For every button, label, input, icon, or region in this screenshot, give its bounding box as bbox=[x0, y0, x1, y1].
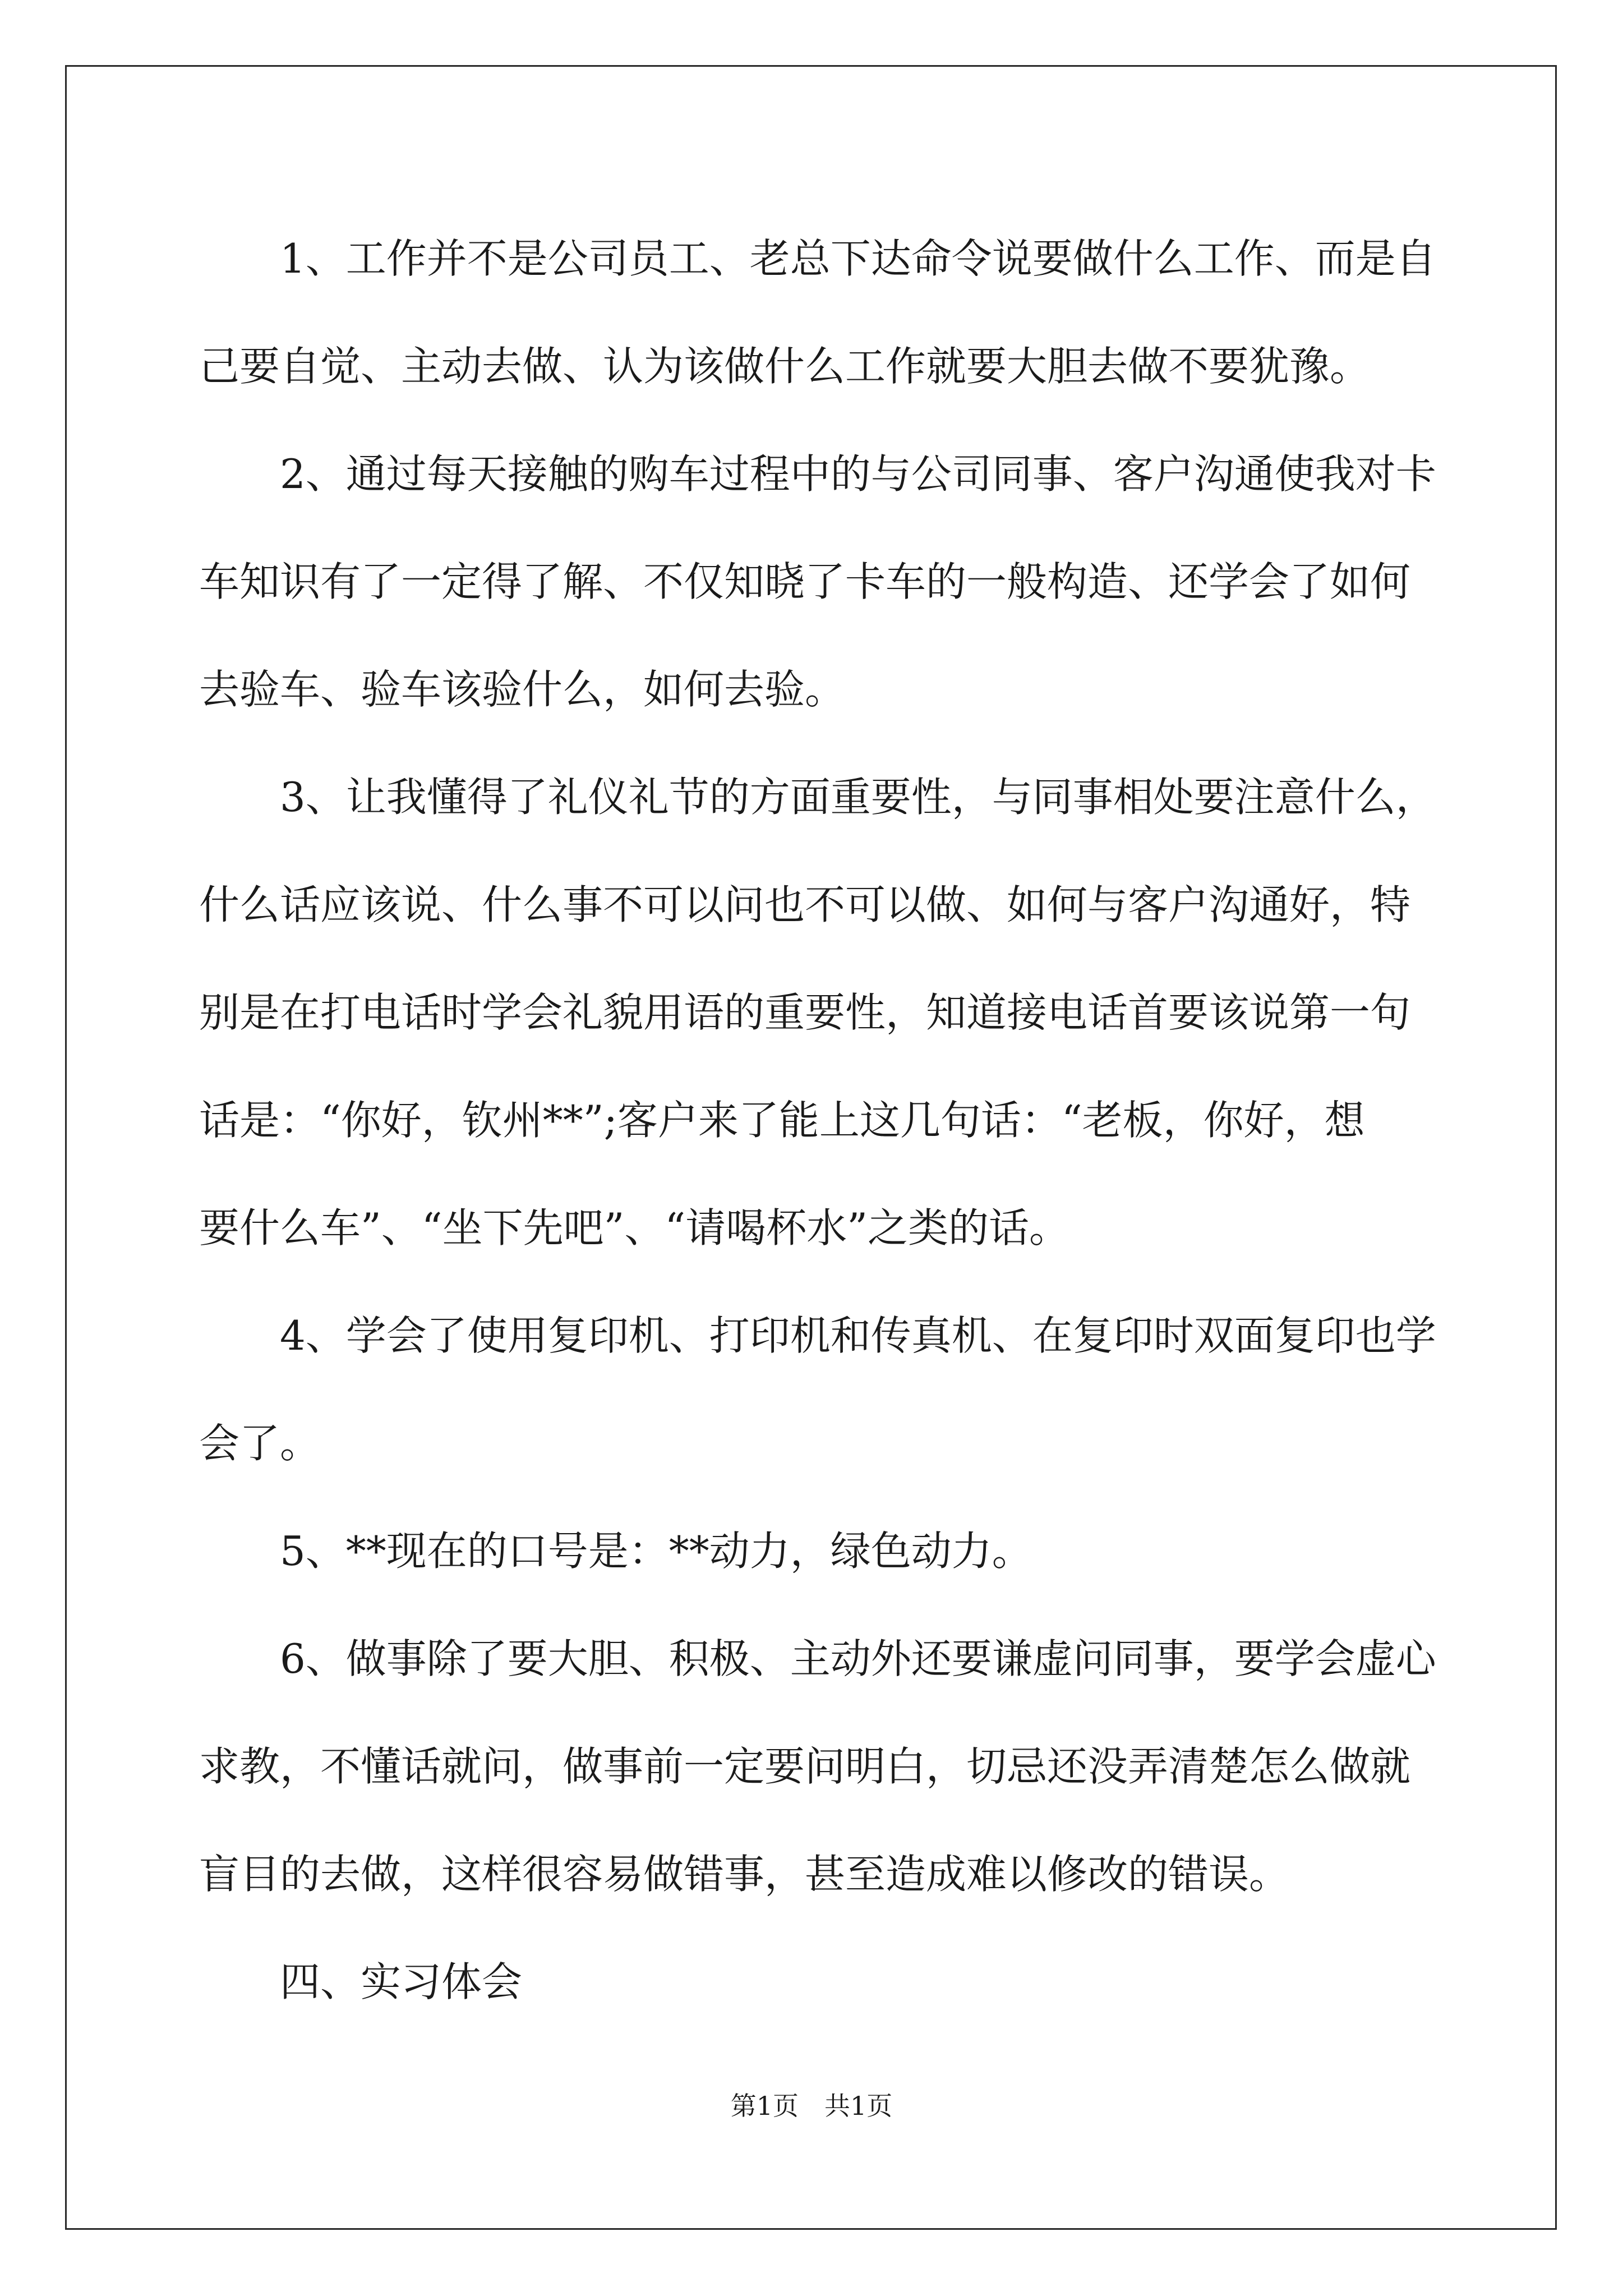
page-footer bbox=[0, 2086, 1623, 2123]
paragraph-line: 6、做事除了要大胆、积极、主动外还要谦虚问同事，要学会虚心 bbox=[280, 1635, 1436, 1682]
paragraph-line: 3、让我懂得了礼仪礼节的方面重要性，与同事相处要注意什么， bbox=[280, 774, 1436, 821]
section-heading bbox=[199, 1928, 1433, 2036]
paragraph-6 bbox=[199, 1605, 1436, 1928]
paragraph-4 bbox=[199, 1282, 1436, 1497]
page-number-label: 第1页 共1页 bbox=[730, 2091, 893, 2121]
paragraph-line: 己要自觉、主动去做、认为该做什么工作就要大胆去做不要犹豫。 bbox=[199, 343, 1371, 390]
paragraph-3 bbox=[199, 743, 1436, 1282]
paragraph-line: 会了。 bbox=[199, 1420, 321, 1467]
document-body bbox=[199, 205, 1436, 2036]
paragraph-2 bbox=[199, 420, 1436, 743]
paragraph-5 bbox=[199, 1497, 1433, 1605]
paragraph-line: 1、工作并不是公司员工、老总下达命令说要做什么工作、而是自 bbox=[280, 235, 1436, 282]
paragraph-line: 别是在打电话时学会礼貌用语的重要性，知道接电话首要该说第一句 bbox=[199, 989, 1411, 1036]
paragraph-1 bbox=[199, 205, 1436, 420]
paragraph-line: 要什么车”、“坐下先吧”、“请喝杯水”之类的话。 bbox=[199, 1204, 1070, 1251]
heading-text: 四、实习体会 bbox=[280, 1958, 523, 2005]
paragraph-line: 求教，不懂话就问，做事前一定要问明白，切忌还没弄清楚怎么做就 bbox=[199, 1743, 1411, 1790]
paragraph-line: 5、**现在的口号是：**动力，绿色动力。 bbox=[280, 1527, 1032, 1575]
paragraph-line: 什么话应该说、什么事不可以问也不可以做、如何与客户沟通好，特 bbox=[199, 881, 1411, 928]
paragraph-line: 车知识有了一定得了解、不仅知晓了卡车的一般构造、还学会了如何 bbox=[199, 558, 1411, 605]
paragraph-line: 2、通过每天接触的购车过程中的与公司同事、客户沟通使我对卡 bbox=[280, 450, 1436, 498]
paragraph-line: 去验车、验车该验什么，如何去验。 bbox=[199, 666, 846, 713]
paragraph-line: 4、学会了使用复印机、打印机和传真机、在复印时双面复印也学 bbox=[280, 1312, 1436, 1359]
paragraph-line: 话是：“你好，钦州**”;客户来了能上这几句话：“老板，你好，想 bbox=[199, 1097, 1365, 1144]
paragraph-line: 盲目的去做，这样很容易做错事，甚至造成难以修改的错误。 bbox=[199, 1851, 1290, 1898]
